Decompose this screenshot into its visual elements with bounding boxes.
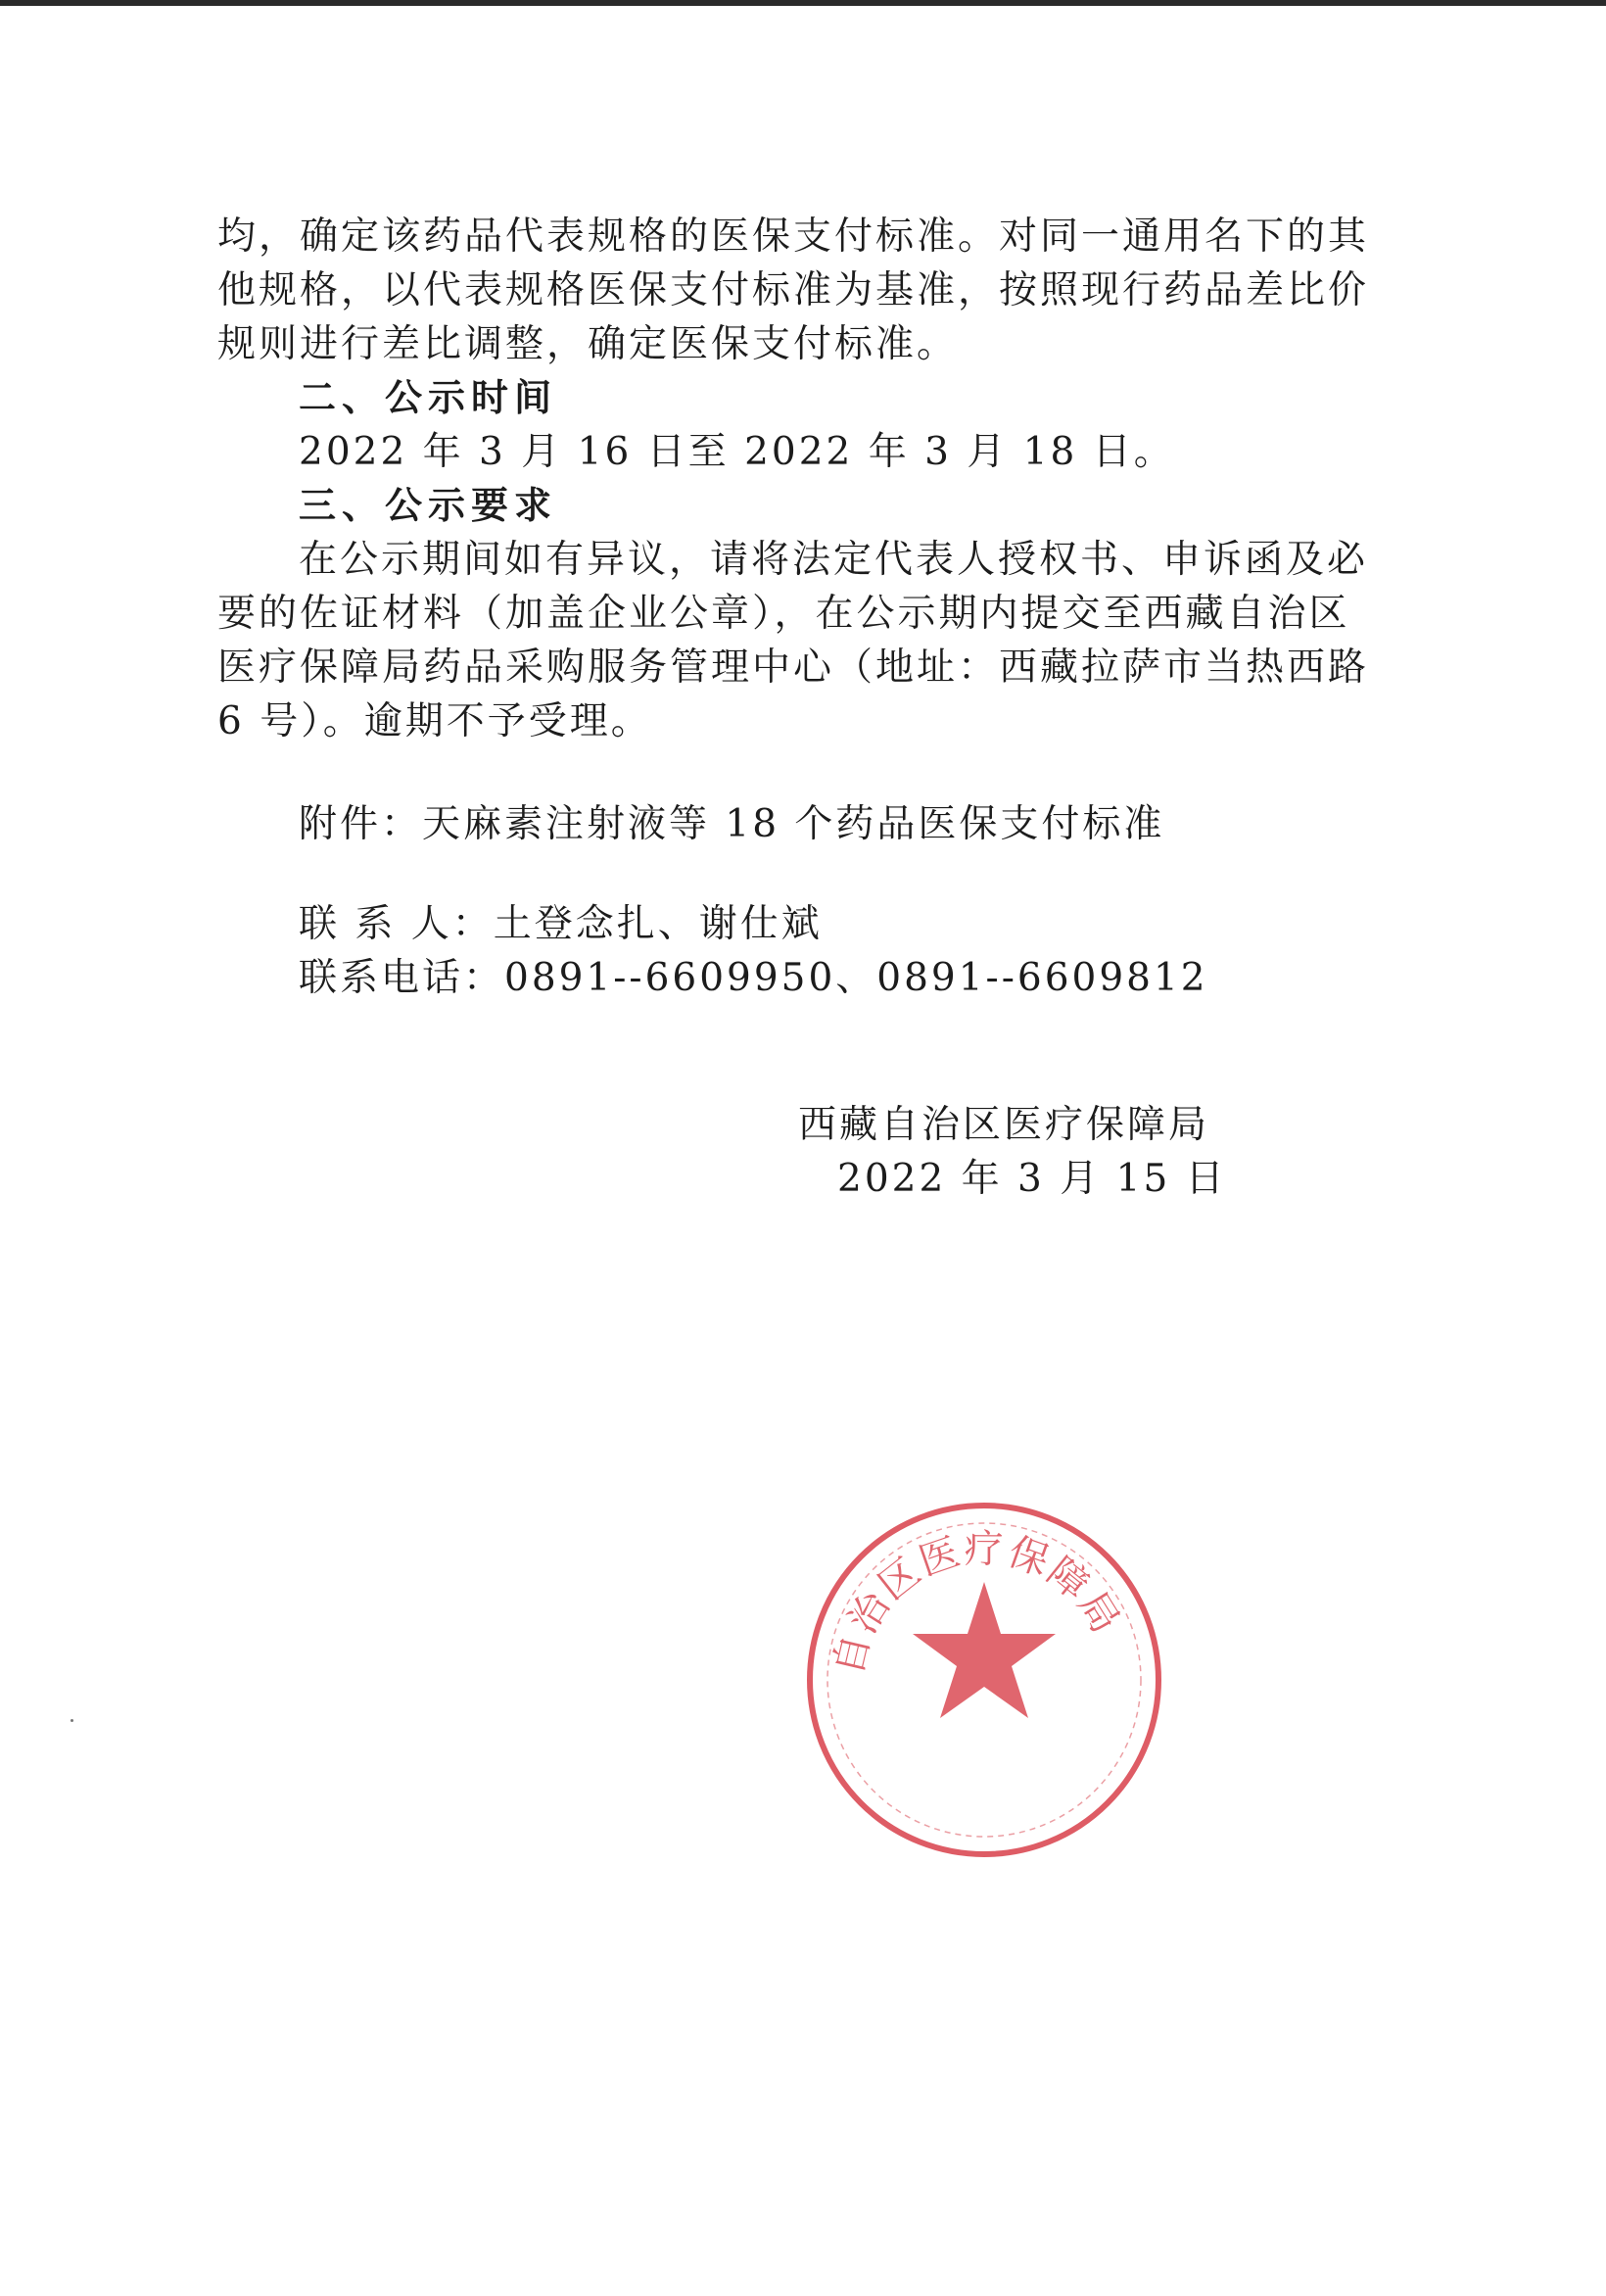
- body-line: 在公示期间如有异议，请将法定代表人授权书、申诉函及必: [299, 538, 1369, 582]
- issuer-name: 西藏自治区医疗保障局: [798, 1103, 1210, 1147]
- contact-phone: 联系电话：0891--6609950、0891--6609812: [299, 956, 1208, 1000]
- issue-date: 2022 年 3 月 15 日: [837, 1157, 1227, 1201]
- body-line: 他规格，以代表规格医保支付标准为基准，按照现行药品差比价: [217, 268, 1370, 312]
- body-line: 均，确定该药品代表规格的医保支付标准。对同一通用名下的其: [217, 215, 1370, 259]
- seal-text: 自治区医疗保障局: [826, 1526, 1129, 1680]
- contact-person: 联 系 人：土登念扎、谢仕斌: [299, 902, 823, 946]
- seal-star-icon: [913, 1582, 1056, 1718]
- scan-top-border: [0, 0, 1606, 6]
- attachment-note: 附件：天麻素注射液等 18 个药品医保支付标准: [299, 802, 1165, 846]
- body-line: 医疗保障局药品采购服务管理中心（地址：西藏拉萨市当热西路: [217, 646, 1370, 690]
- body-line: 6 号）。逾期不予受理。: [217, 699, 652, 743]
- official-seal: [793, 1489, 1175, 1871]
- publicity-period: 2022 年 3 月 16 日至 2022 年 3 月 18 日。: [299, 430, 1175, 474]
- body-line: 要的佐证材料（加盖企业公章），在公示期内提交至西藏自治区: [217, 592, 1350, 636]
- scan-speck: [71, 1719, 73, 1722]
- section-heading-time: 二、公示时间: [299, 376, 558, 419]
- body-line: 规则进行差比调整，确定医保支付标准。: [217, 322, 959, 366]
- section-heading-requirements: 三、公示要求: [299, 484, 558, 527]
